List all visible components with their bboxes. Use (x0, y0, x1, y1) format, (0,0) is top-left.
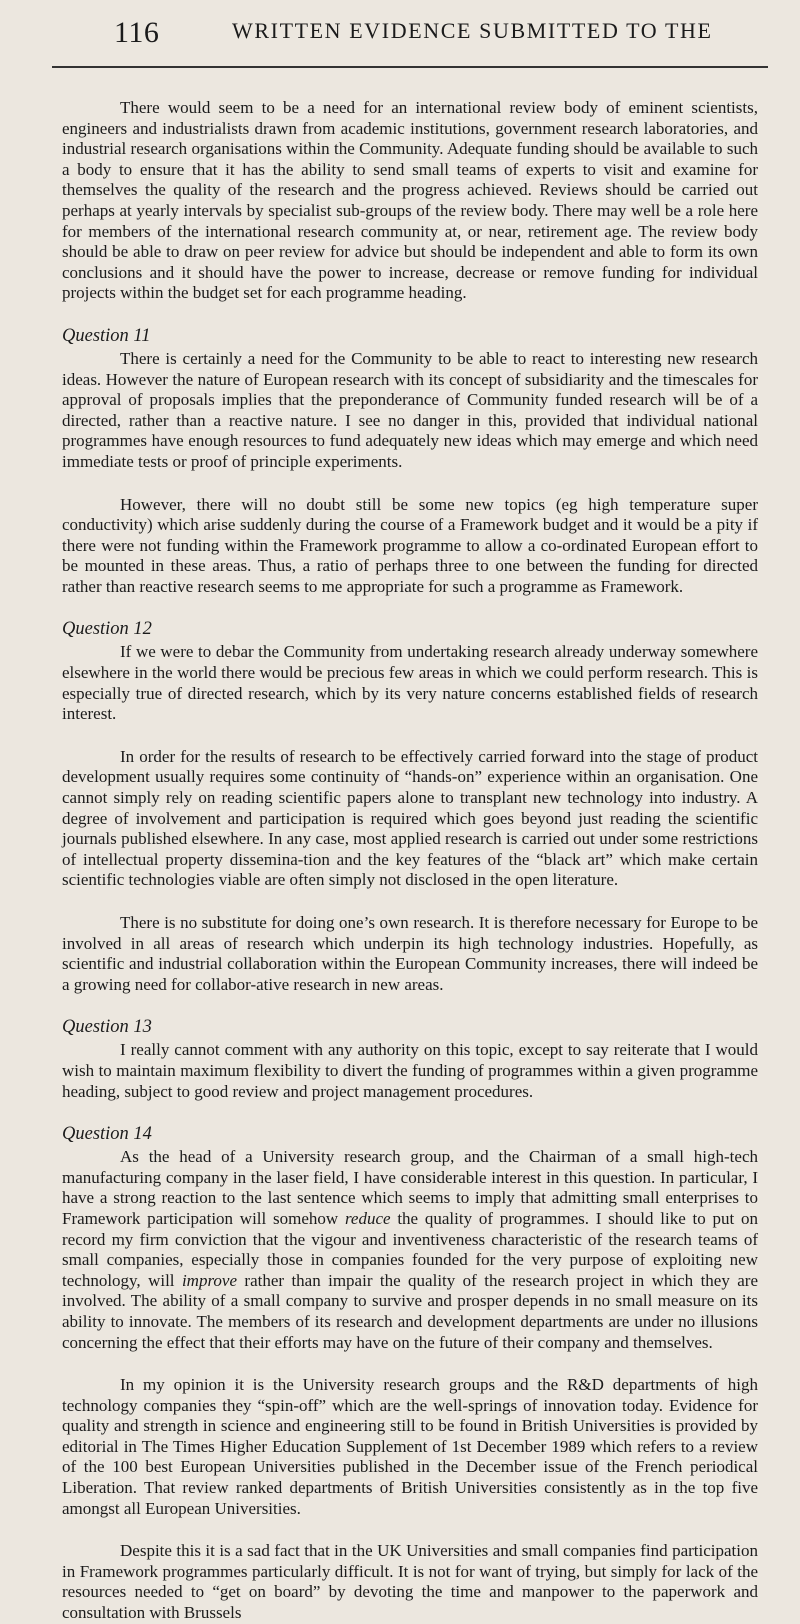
paragraph: If we were to debar the Community from undertaking research already underway somewhere elsewhere in the world there would be precious few areas in which we could perform research. This is especially true of directed research, which by its very nature concerns established fields of research interest. (62, 642, 758, 724)
text-run: rather than impair the quality of the research project in which they are involved. The ability of a small company to survive and prosper depends in no small measure on its ability to innovate. The members of its research and development departments are under no illusions concerning the effect that their efforts may have on the future of their company and themselves. (62, 1270, 758, 1352)
page-body (62, 98, 758, 1624)
text-run: As the head of a University research group, and the Chairman of a small high-tech manufacturing company in the laser field, I have considerable interest in this question. In particular, I have a strong reaction to the last sentence which seems to imply that admitting small enterprises to Framework participation will somehow (62, 1147, 758, 1228)
header-rule (52, 66, 768, 68)
paragraph: There is certainly a need for the Community to be able to react to interesting new research ideas. However the nature of European research with its concept of subsidiarity and the timescales for approval of proposals implies that the preponderance of Community funded research will be of a directed, rather than a reactive nature. I see no danger in this, provided that individual national programmes have enough resources to fund adequately new ideas which may emerge and which need immediate tests or proof of principle experiments. (62, 348, 758, 471)
running-head: WRITTEN EVIDENCE SUBMITTED TO THE (232, 18, 713, 43)
paragraph: There is no substitute for doing one’s own research. It is therefore necessary for Europe to be involved in all areas of research which underpin its high technology industries. Hopefully, as scientific and industrial collaboration within the European Community increases, there will indeed be a growing need for collabor-ative research in new areas. (62, 913, 758, 994)
paragraph: In my opinion it is the University research groups and the R&D departments of high technology companies they “spin-off” which are the well-springs of innovation today. Evidence for quality and strength in science and engineering still to be found in British Universities is provided by editorial in The Times Higher Education Supplement of 1st December 1989 which refers to a review of the 100 best European Universities published in the December issue of the French periodical Liberation. That review ranked departments of British Universities consistently as in the top five amongst all European Universities. (62, 1375, 758, 1518)
paragraph (62, 1147, 758, 1353)
page-number: 116 (114, 16, 160, 49)
paragraph: There would seem to be a need for an international review body of eminent scientists, engineers and industrialists drawn from academic institutions, government research laboratories, and industrial research organisations within the Community. Adequate funding should be available to such a body to ensure that it has the ability to send small teams of experts to visit and examine for themselves the quality of the research and the progress achieved. Reviews should be carried out perhaps at yearly intervals by specialist sub-groups of the review body. There may well be a role here for members of the international research community at, or near, retirement age. The review body should be able to draw on peer review for advice but should be independent and able to form its own conclusions and it should have the power to increase, decrease or remove funding for individual projects within the budget set for each programme heading. (62, 98, 758, 303)
paragraph: I really cannot comment with any authority on this topic, except to say reiterate that I would wish to maintain maximum flexibility to divert the funding of programmes within a given programme heading, subject to good review and project management procedures. (62, 1040, 758, 1101)
paragraph: However, there will no doubt still be some new topics (eg high temperature super conductivity) which arise suddenly during the course of a Framework budget and it would be a pity if there were not funding within the Framework programme to allow a co-ordinated European effort to be mounted in these areas. Thus, a ratio of perhaps three to one between the funding for directed rather than reactive research seems to me appropriate for such a programme as Framework. (62, 494, 758, 596)
emphasis: reduce (344, 1208, 391, 1228)
text-run: the quality of programmes. I should like to put on record my firm conviction that the vigour and inventiveness characteristic of the research teams of small companies, especially those in companies founded for the very purpose of exploiting new technology, will (62, 1208, 758, 1290)
question-heading: Question 14 (62, 1124, 152, 1145)
page-header (62, 0, 758, 56)
paragraph: In order for the results of research to be effectively carried forward into the stage of product development usually requires some continuity of “hands-on” experience within an organisation. One cannot simply rely on reading scientific papers alone to transplant new technology into industry. A degree of involvement and participation is required which goes beyond just reading the scientific journals published elsewhere. In any case, most applied research is carried out under some restrictions of intellectual property dissemina-tion and the key features of the “black art” which make certain scientific technologies viable are often simply not disclosed in the open literature. (62, 746, 758, 890)
question-heading: Question 12 (62, 619, 152, 640)
question-heading: Question 11 (62, 325, 151, 346)
question-heading: Question 13 (62, 1017, 152, 1038)
paragraph: Despite this it is a sad fact that in the UK Universities and small companies find participation in Framework programmes particularly difficult. It is not for want of trying, but simply for lack of the resources needed to “get on board” by devoting the time and manpower to the paperwork and consultation with Brussels (62, 1541, 758, 1623)
emphasis: improve (181, 1270, 238, 1290)
